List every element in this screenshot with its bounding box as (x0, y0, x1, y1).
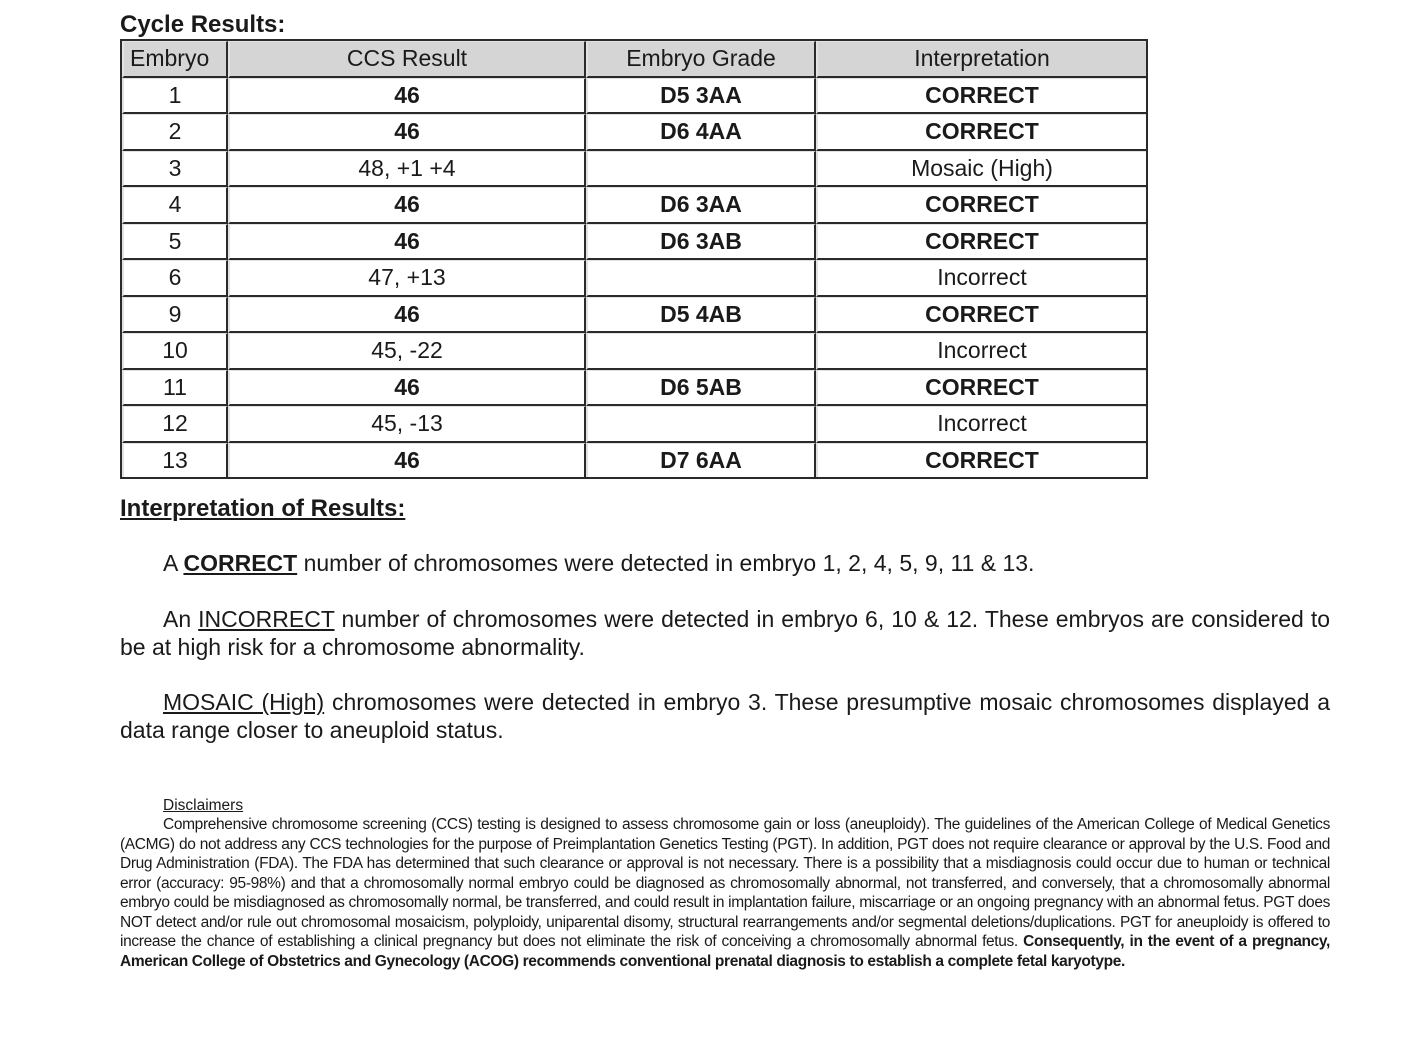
mosaic-paragraph (120, 688, 1330, 744)
cell-interpretation: CORRECT (816, 187, 1146, 224)
cell-embryo: 6 (122, 260, 228, 297)
cell-embryo-grade: D6 3AA (586, 187, 816, 224)
cell-embryo-grade: D7 6AA (586, 443, 816, 478)
cell-interpretation: CORRECT (816, 78, 1146, 115)
table-row (122, 187, 1146, 224)
cell-ccs-result: 46 (228, 297, 586, 334)
cell-embryo: 12 (122, 406, 228, 443)
cell-embryo: 2 (122, 114, 228, 151)
cell-embryo: 4 (122, 187, 228, 224)
cell-interpretation: CORRECT (816, 297, 1146, 334)
cell-interpretation: Incorrect (816, 406, 1146, 443)
table-row (122, 443, 1146, 478)
cell-embryo-grade: D5 3AA (586, 78, 816, 115)
table-row (122, 370, 1146, 407)
cell-ccs-result: 48, +1 +4 (228, 151, 586, 188)
cell-embryo-grade (586, 260, 816, 297)
incorrect-prefix: An (163, 606, 199, 632)
table-row (122, 333, 1146, 370)
cell-ccs-result: 45, -22 (228, 333, 586, 370)
cell-embryo: 5 (122, 224, 228, 261)
cell-embryo: 1 (122, 78, 228, 115)
table-row (122, 151, 1146, 188)
cell-embryo-grade (586, 151, 816, 188)
disclaimers-body (120, 815, 1330, 971)
header-interpretation: Interpretation (816, 41, 1146, 78)
cell-embryo: 3 (122, 151, 228, 188)
cycle-results-table (120, 39, 1148, 479)
disclaimers-heading: Disclaimers (163, 797, 244, 814)
correct-term: CORRECT (183, 550, 298, 576)
cell-interpretation: Mosaic (High) (816, 151, 1146, 188)
table-row (122, 224, 1146, 261)
cell-interpretation: Incorrect (816, 260, 1146, 297)
correct-paragraph (120, 549, 1330, 577)
cycle-results-title: Cycle Results: (120, 11, 286, 38)
table-row (122, 406, 1146, 443)
cell-embryo-grade: D5 4AB (586, 297, 816, 334)
cell-ccs-result: 46 (228, 370, 586, 407)
table-row (122, 114, 1146, 151)
cell-embryo-grade: D6 3AB (586, 224, 816, 261)
disclaimers-bold-text: Consequently, in the event of a pregnancy, American College of Obstetrics and Gynecology (ACOG) recommends conventional prenatal diagnosis to establish a complete fetal karyotype. (120, 933, 1330, 970)
correct-prefix: A (163, 550, 184, 576)
mosaic-text: chromosomes were detected in embryo 3. These presumptive mosaic chromosomes displayed a data range closer to aneuploid status. (120, 689, 1330, 743)
cell-embryo: 10 (122, 333, 228, 370)
cell-interpretation: CORRECT (816, 224, 1146, 261)
cell-interpretation: CORRECT (816, 443, 1146, 478)
header-embryo: Embryo (122, 41, 228, 78)
cell-embryo: 11 (122, 370, 228, 407)
correct-text: number of chromosomes were detected in embryo 1, 2, 4, 5, 9, 11 & 13. (297, 550, 1035, 576)
cell-ccs-result: 46 (228, 114, 586, 151)
cell-ccs-result: 46 (228, 443, 586, 478)
incorrect-term: INCORRECT (198, 606, 335, 632)
table-header-row (122, 41, 1146, 78)
cell-ccs-result: 46 (228, 224, 586, 261)
table-row (122, 260, 1146, 297)
cell-embryo-grade: D6 5AB (586, 370, 816, 407)
table-row (122, 297, 1146, 334)
disclaimers-text: Comprehensive chromosome screening (CCS) testing is designed to assess chromosome gain or loss (aneuploidy). The guidelines of the American College of Medical Genetics (ACMG) do not address any CCS technologies for the purpose of Preimplantation Genetics Testing (PGT). In addition, PGT does not require clearance or approval by the U.S. Food and Drug Administration (FDA). The FDA has determined that such clearance or approval is not necessary. There is a possibility that a misdiagnosis could occur due to human or technical error (accuracy: 95-98%) and that a chromosomally normal embryo could be diagnosed as chromosomally abnormal, not transferred, and conversely, that a chromosomally abnormal embryo could be misdiagnosed as chromosomally normal, be transferred, and could result in implantation failure, miscarriage or an ongoing pregnancy with an abnormal fetus. PGT does NOT detect and/or rule out chromosomal mosaicism, polyploidy, uniparental disomy, structural rearrangements and/or segmental deletions/duplications. PGT for aneuploidy is offered to increase the chance of establishing a clinical pregnancy but does not eliminate the risk of conceiving a chromosomally abnormal fetus. (120, 816, 1330, 950)
incorrect-text: number of chromosomes were detected in embryo 6, 10 & 12. These embryos are considered to be at high risk for a chromosome abnormality. (120, 606, 1330, 660)
cell-interpretation: CORRECT (816, 114, 1146, 151)
header-embryo-grade: Embryo Grade (586, 41, 816, 78)
table-body (122, 78, 1146, 478)
table-row (122, 78, 1146, 115)
cell-ccs-result: 46 (228, 187, 586, 224)
cell-ccs-result: 46 (228, 78, 586, 115)
incorrect-paragraph (120, 605, 1330, 661)
header-ccs-result: CCS Result (228, 41, 586, 78)
cell-embryo-grade (586, 406, 816, 443)
cell-embryo-grade: D6 4AA (586, 114, 816, 151)
cell-embryo: 9 (122, 297, 228, 334)
interpretation-heading: Interpretation of Results: (120, 495, 406, 522)
cell-embryo: 13 (122, 443, 228, 478)
cell-embryo-grade (586, 333, 816, 370)
cell-ccs-result: 47, +13 (228, 260, 586, 297)
cell-ccs-result: 45, -13 (228, 406, 586, 443)
cell-interpretation: Incorrect (816, 333, 1146, 370)
cell-interpretation: CORRECT (816, 370, 1146, 407)
mosaic-term: MOSAIC (High) (163, 689, 325, 715)
